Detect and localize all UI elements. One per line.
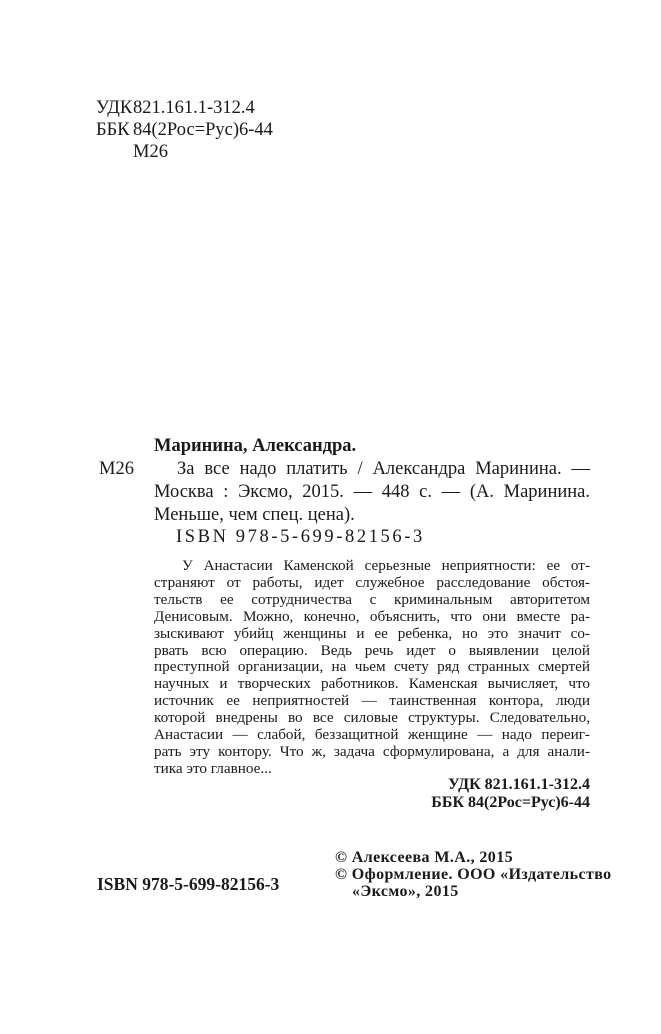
bbk-label: ББК: [96, 120, 130, 140]
annotation-line: тика это главное...: [154, 759, 272, 777]
author-sign-top: М26: [133, 142, 168, 162]
footer-isbn: ISBN 978-5-699-82156-3: [97, 874, 280, 894]
author-sign-row: [96, 141, 273, 163]
bib-line: Москва : Эксмо, 2015. — 448 с. — (А. Маринина.: [154, 482, 590, 502]
isbn-line: ISBN 978-5-699-82156-3: [176, 527, 425, 547]
annotation-line: Денисовым. Можно, конечно, объяснить, что они вместе ра-: [154, 607, 590, 625]
copyright-publisher: © Оформление. ООО «Издательство: [335, 866, 612, 883]
copyright-author: © Алексеева М.А., 2015: [335, 849, 514, 866]
bib-line: Меньше, чем спец. цена).: [154, 505, 355, 525]
copyright-block: [335, 849, 612, 900]
annotation-line: тельств ее сотрудничества с криминальным авторитетом: [154, 590, 590, 608]
annotation-line: которой внедрены во все силовые структуры. Следовательно,: [154, 709, 590, 727]
udk-label: УДК: [96, 98, 133, 118]
author-sign-spacer: [96, 141, 133, 163]
annotation-line: рвать всю операцию. Ведь речь идет о выявлении целой: [154, 641, 590, 659]
copyright-publisher-cont: «Эксмо», 2015: [352, 883, 459, 900]
annotation-line: У Анастасии Каменской серьезные неприятности: ее от-: [182, 557, 590, 574]
annotation-line: страняют от работы, идет служебное расследование обстоя-: [154, 573, 590, 591]
author-heading: Маринина, Александра.: [154, 436, 357, 456]
bibliographic-entry: [96, 435, 590, 527]
bbk-value: 84(2Рос=Рус)6-44: [133, 120, 273, 140]
annotation-line: научных и творческих работников. Каменская вычисляет, что: [154, 675, 590, 693]
udk-value: 821.161.1-312.4: [133, 98, 255, 118]
bottom-udk: УДК 821.161.1-312.4: [447, 776, 590, 793]
bbk-row: [96, 119, 273, 141]
bib-line: За все надо платить / Александра Маринина. —: [177, 459, 590, 479]
annotation-line: Анастасии — слабой, беззащитной женщине — надо переиг-: [154, 726, 590, 744]
annotation-line: источник ее неприятностей — таинственная контора, люди: [154, 692, 590, 710]
annotation-line: преступной организации, на чьем счету ряд странных смертей: [154, 658, 590, 676]
author-sign-margin: М26: [99, 459, 134, 479]
annotation-paragraph: [154, 558, 590, 778]
annotation-line: рать эту контору. Что ж, задача сформулирована, а для анали-: [154, 742, 590, 760]
bottom-classification-block: [154, 776, 590, 812]
bibliographic-text: [154, 435, 590, 527]
bottom-bbk: ББК 84(2Рос=Рус)6-44: [431, 794, 590, 811]
top-classification-block: [96, 97, 273, 163]
udk-row: [96, 97, 273, 119]
annotation-line: зыскивают убийц женщины и ее ребенка, но это значит со-: [154, 624, 590, 642]
